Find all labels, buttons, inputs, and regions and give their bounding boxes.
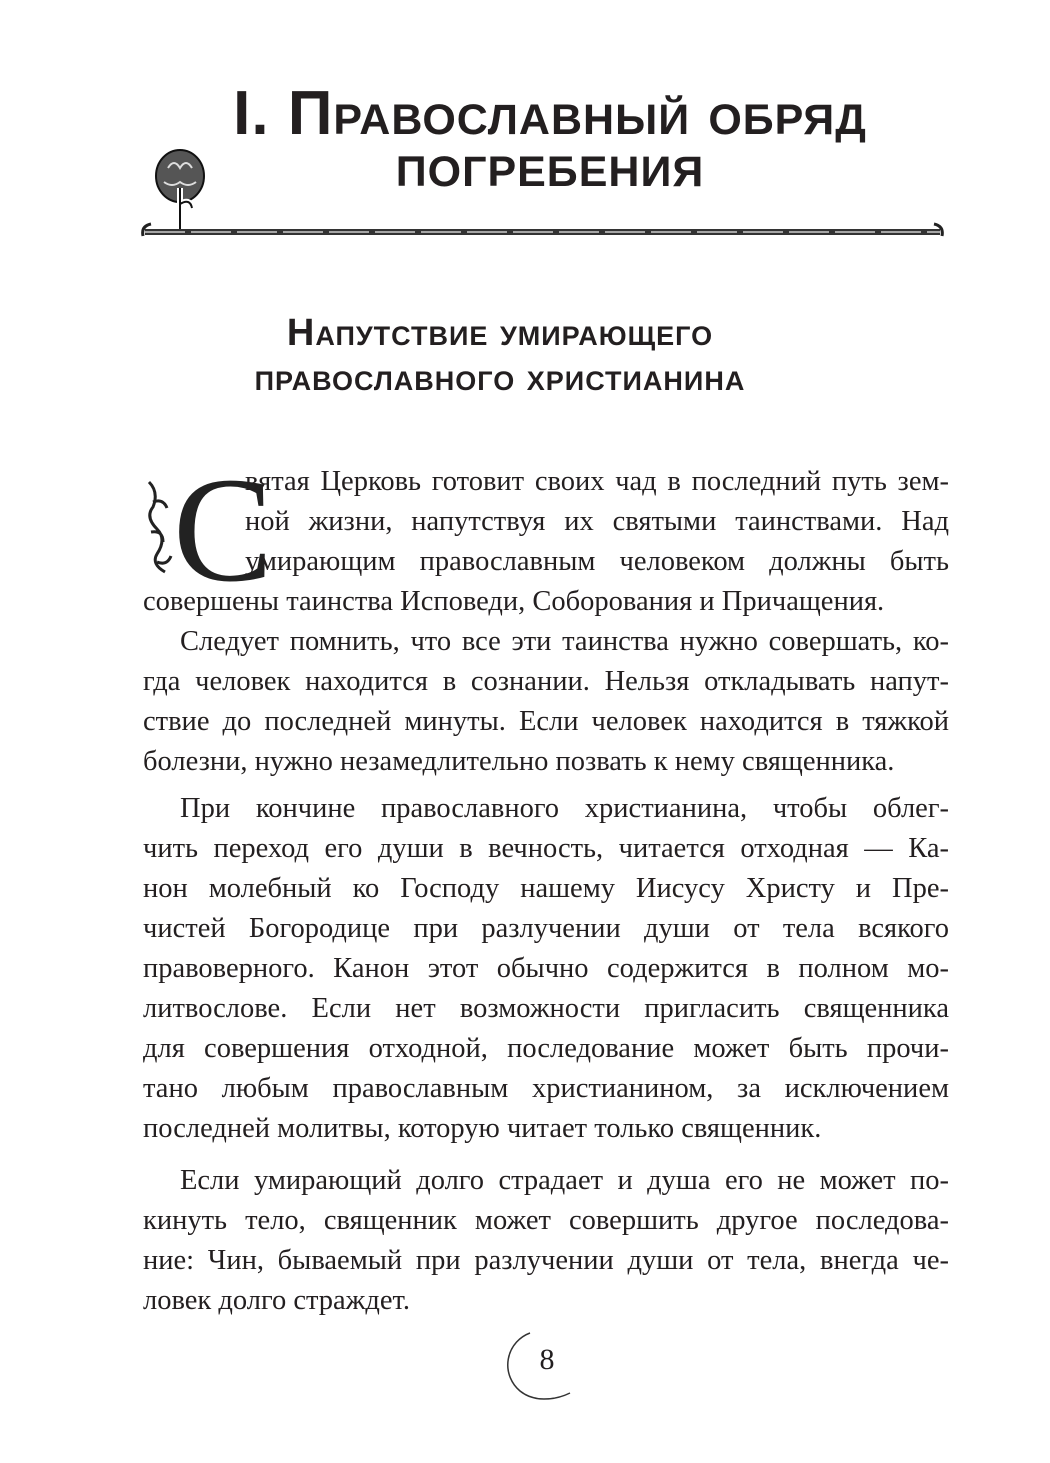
- text-line: правоверного. Канон этот обычно содержится в полном мо-: [143, 953, 949, 984]
- paragraph: [143, 622, 949, 782]
- text-line: совершены таинства Исповеди, Соборования и Причащения.: [143, 586, 885, 617]
- section-title-line-2: православного христианина: [254, 357, 746, 399]
- text-line: гда человек находится в сознании. Нельзя откладывать напут-: [143, 666, 949, 697]
- paragraph: [143, 462, 949, 622]
- text-line: литвослове. Если нет возможности пригласить священника: [143, 993, 949, 1024]
- chapter-divider-rule: [0, 0, 1000, 250]
- text-line: Следует помнить, что все эти таинства нужно совершать, ко-: [180, 626, 949, 657]
- text-line: последней молитвы, которую читает только священник.: [143, 1113, 822, 1144]
- paragraph: [143, 789, 949, 1149]
- text-line: При кончине православного христианина, чтобы облег-: [180, 793, 949, 824]
- text-line: для совершения отходной, последование может быть прочи-: [143, 1033, 949, 1064]
- text-line: кинуть тело, священник может совершить другое последова-: [143, 1205, 949, 1236]
- text-line: ной жизни, напутствуя их святыми таинствами. Над: [245, 506, 949, 537]
- chapter-title-line-1: I. Православный обряд: [233, 79, 867, 148]
- text-line: ствие до последней минуты. Если человек находится в тяжкой: [143, 706, 949, 737]
- text-line: ловек долго страждет.: [143, 1285, 410, 1316]
- paragraph: [143, 1161, 949, 1321]
- dropcap-letter: С: [173, 447, 274, 613]
- text-line: болезни, нужно незамедлительно позвать к нему священника.: [143, 746, 895, 777]
- text-line: тано любым православным христианином, за исключением: [143, 1073, 949, 1104]
- chapter-title-line-2: погребения: [395, 131, 705, 200]
- section-title-line-1: Напутствие умирающего: [286, 312, 714, 354]
- body-text: [143, 462, 949, 1321]
- text-line: вятая Церковь готовит своих чад в последний путь зем-: [245, 466, 949, 497]
- text-line: чить переход его души в вечность, читается отходная — Ка-: [143, 833, 949, 864]
- text-line: умирающим православным человеком должны быть: [245, 546, 949, 577]
- text-line: ние: Чин, бываемый при разлучении души от тела, внегда че-: [143, 1245, 949, 1276]
- page-number: 8: [539, 1343, 555, 1376]
- text-line: чистей Богородице при разлучении души от тела всякого: [143, 913, 949, 944]
- text-line: Если умирающий долго страдает и душа его не может по-: [180, 1165, 949, 1196]
- text-line: нон молебный ко Господу нашему Иисусу Христу и Пре-: [143, 873, 949, 904]
